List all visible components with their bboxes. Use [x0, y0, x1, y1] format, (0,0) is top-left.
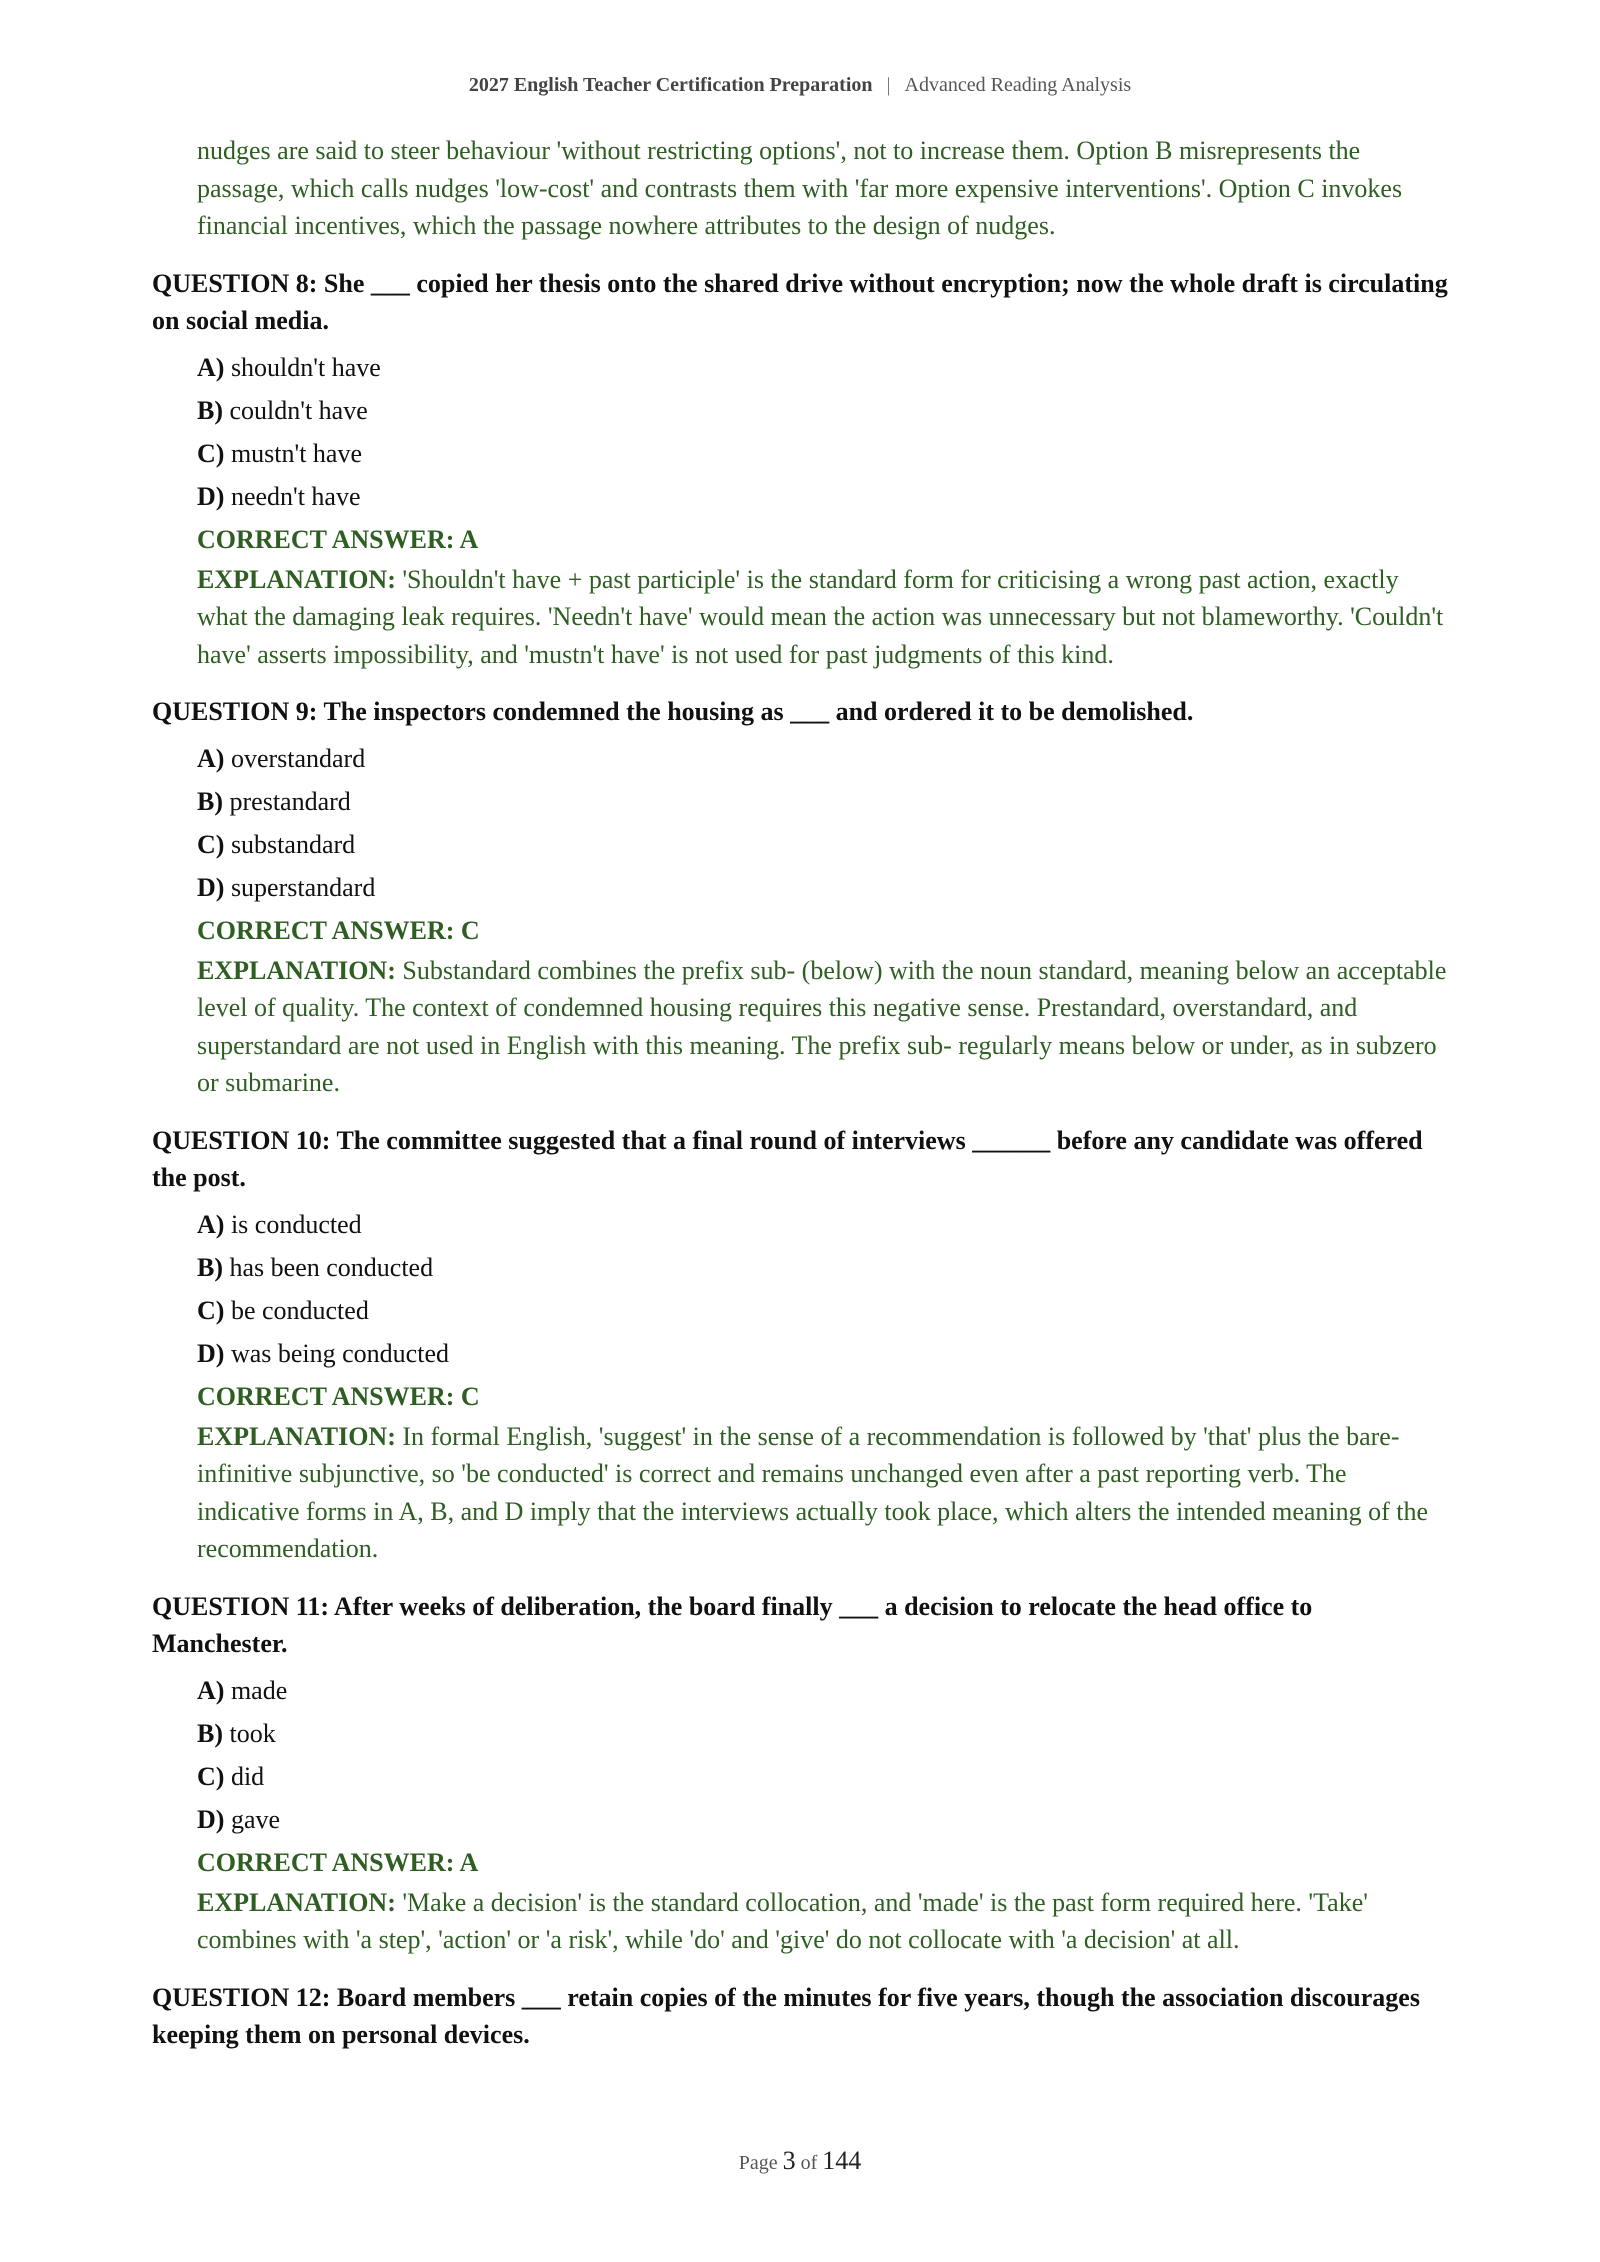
option-text: made [230, 1675, 288, 1705]
option-text: took [229, 1718, 276, 1748]
option-text: couldn't have [229, 395, 368, 425]
options-list [197, 737, 1452, 909]
question-text: QUESTION 12: Board members ___ retain copies of the minutes for five years, though the association discourages keeping them on personal devices. [152, 1982, 1420, 2049]
option-text: superstandard [230, 872, 376, 902]
explanation-text: Substandard combines the prefix sub- (below) with the noun standard, meaning below an acceptable level of quality. The context of condemned housing requires this negative sense. Prestandard, overstandard, and superstandard are not used in English with this meaning. The prefix sub- regularly means below or under, as in subzero or submarine. [197, 955, 1447, 1097]
correct-answer: CORRECT ANSWER: C [197, 1381, 480, 1411]
question-text: QUESTION 10: The committee suggested that a final round of interviews ______ before any candidate was offered the post. [152, 1125, 1423, 1192]
explanation-text: 'Shouldn't have + past participle' is the standard form for criticising a wrong past action, exactly what the damaging leak requires. 'Needn't have' would mean the action was unnecessary but not blameworthy. 'Couldn't have' asserts impossibility, and 'mustn't have' is not used for past judgments of this kind. [197, 564, 1444, 669]
page-number: 3 [782, 2146, 796, 2175]
option-letter: B) [197, 395, 223, 425]
option-text: substandard [230, 829, 356, 859]
option-text: is conducted [230, 1209, 362, 1239]
page-label: Page [738, 2152, 778, 2174]
option-c [197, 823, 1452, 866]
question-10 [152, 1122, 1452, 1568]
option-text: was being conducted [230, 1338, 449, 1368]
header-title: 2027 English Teacher Certification Preparation [468, 74, 873, 96]
option-letter: D) [197, 481, 225, 511]
option-letter: C) [197, 1295, 225, 1325]
explanation-text: In formal English, 'suggest' in the sense of a recommendation is followed by 'that' plus the bare-infinitive subjunctive, so 'be conducted' is correct and remains unchanged even after a past reporting verb. The indicative forms in A, B, and D imply that the interviews actually took place, which alters the intended meaning of the recommendation. [197, 1421, 1429, 1563]
correct-answer: CORRECT ANSWER: A [197, 524, 479, 554]
options-list [197, 1669, 1452, 1841]
question-12 [152, 1979, 1452, 2054]
option-c [197, 1289, 1452, 1332]
of-label: of [800, 2152, 818, 2174]
option-letter: C) [197, 438, 225, 468]
explanation-text: 'Make a decision' is the standard collocation, and 'made' is the past form required here. 'Take' combines with 'a step', 'action' or 'a risk', while 'do' and 'give' do not collocate with 'a decision' at all. [197, 1887, 1368, 1954]
option-b [197, 1712, 1452, 1755]
option-text: needn't have [230, 481, 361, 511]
option-a [197, 1669, 1452, 1712]
option-letter: A) [197, 352, 225, 382]
option-text: gave [230, 1804, 281, 1834]
option-text: shouldn't have [230, 352, 381, 382]
option-text: prestandard [229, 786, 351, 816]
option-text: be conducted [230, 1295, 369, 1325]
explanation-label: EXPLANATION: [197, 1421, 396, 1451]
option-letter: B) [197, 1252, 223, 1282]
question-text: QUESTION 8: She ___ copied her thesis onto the shared drive without encryption; now the whole draft is circulating on social media. [152, 268, 1448, 335]
option-letter: A) [197, 743, 225, 773]
explanation-label: EXPLANATION: [197, 564, 396, 594]
question-9 [152, 693, 1452, 1102]
option-b [197, 389, 1452, 432]
page-header [0, 74, 1600, 97]
header-separator: | [886, 74, 891, 96]
option-b [197, 780, 1452, 823]
option-text: did [230, 1761, 265, 1791]
option-a [197, 1203, 1452, 1246]
header-subtitle: Advanced Reading Analysis [904, 74, 1132, 96]
option-d [197, 475, 1452, 518]
option-letter: A) [197, 1209, 225, 1239]
explanation [197, 1418, 1452, 1568]
option-a [197, 737, 1452, 780]
explanation-label: EXPLANATION: [197, 955, 396, 985]
page-content [152, 132, 1452, 2054]
option-letter: D) [197, 1804, 225, 1834]
explanation-label: EXPLANATION: [197, 1887, 396, 1917]
explanation [197, 952, 1452, 1102]
option-c [197, 1755, 1452, 1798]
correct-answer: CORRECT ANSWER: C [197, 915, 480, 945]
correct-answer: CORRECT ANSWER: A [197, 1847, 479, 1877]
option-d [197, 866, 1452, 909]
option-letter: C) [197, 829, 225, 859]
option-letter: C) [197, 1761, 225, 1791]
explanation [197, 561, 1452, 674]
question-text: QUESTION 11: After weeks of deliberation, the board finally ___ a decision to relocate the head office to Manchester. [152, 1591, 1313, 1658]
option-letter: A) [197, 1675, 225, 1705]
option-letter: D) [197, 1338, 225, 1368]
option-letter: B) [197, 786, 223, 816]
option-c [197, 432, 1452, 475]
option-a [197, 346, 1452, 389]
option-d [197, 1332, 1452, 1375]
page-footer [0, 2146, 1600, 2176]
total-pages: 144 [822, 2146, 862, 2175]
question-8 [152, 265, 1452, 674]
option-text: overstandard [230, 743, 366, 773]
lead-explanation-continuation: nudges are said to steer behaviour 'without restricting options', not to increase them. Option B misrepresents the passage, which calls nudges 'low-cost' and contrasts them with 'far more expensive interventions'. Option C invokes financial incentives, which the passage nowhere attributes to the design of nudges. [197, 136, 1403, 240]
explanation [197, 1884, 1452, 1959]
question-text: QUESTION 9: The inspectors condemned the housing as ___ and ordered it to be demolished. [152, 697, 1194, 726]
option-text: has been conducted [229, 1252, 434, 1282]
option-d [197, 1798, 1452, 1841]
options-list [197, 1203, 1452, 1375]
options-list [197, 346, 1452, 518]
option-letter: D) [197, 872, 225, 902]
option-b [197, 1246, 1452, 1289]
option-text: mustn't have [230, 438, 362, 468]
option-letter: B) [197, 1718, 223, 1748]
question-11 [152, 1588, 1452, 1959]
